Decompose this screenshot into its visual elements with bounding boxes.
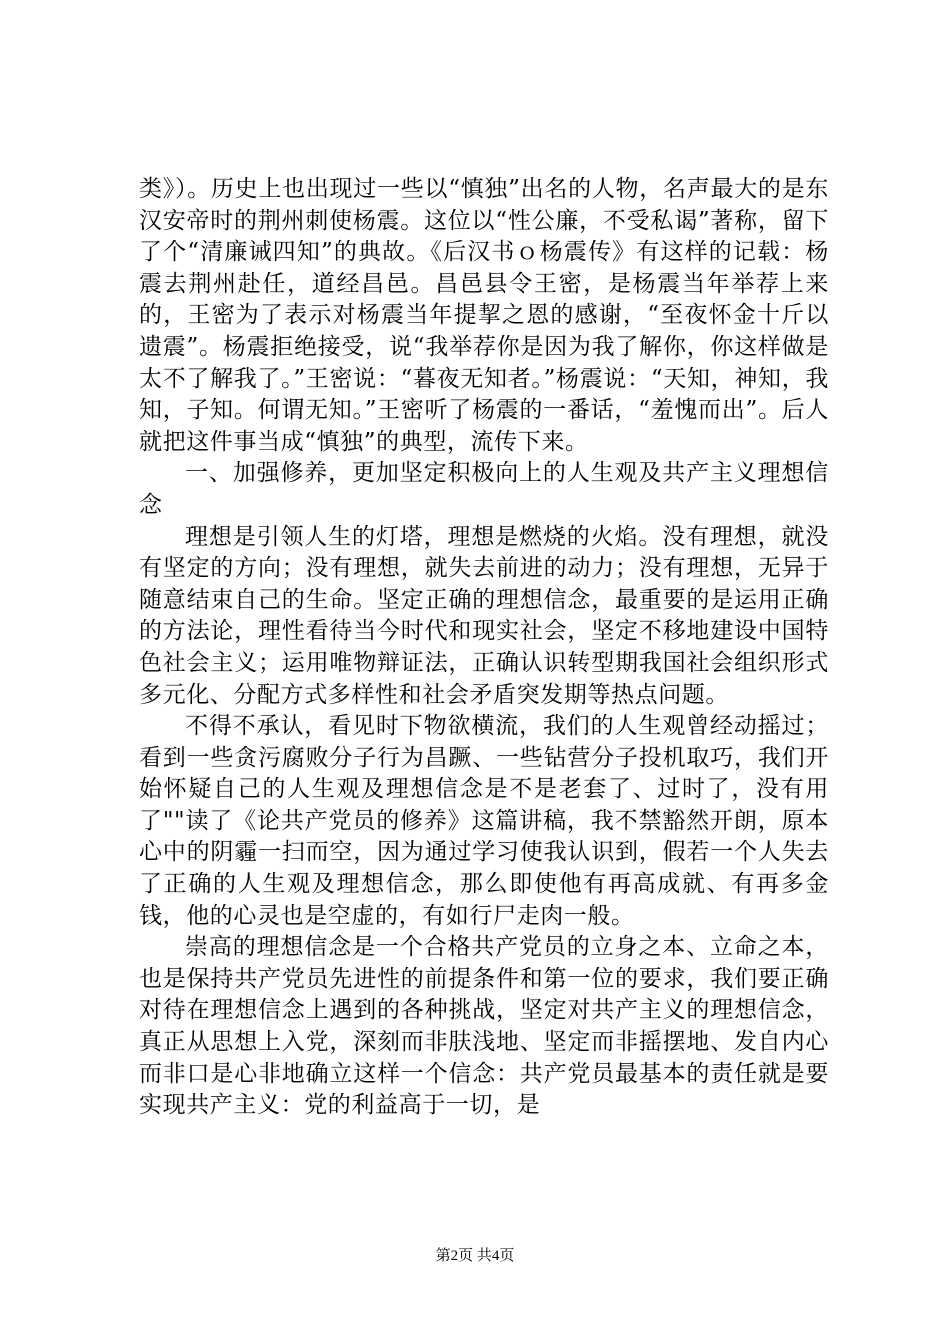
section-heading: 一、加强修养，更加坚定积极向上的人生观及共产主义理想信念 [139,460,829,518]
paragraph-4: 不得不承认，看见时下物欲横流，我们的人生观曾经动摇过；看到一些贪污腐败分子行为昌蹶、一些钻营分子投机取巧，我们开始怀疑自己的人生观及理想信念是不是老套了、过时了，没有用了""读了《论共产党员的修养》这篇讲稿，我不禁豁然开朗，原本心中的阴霾一扫而空，因为通过学习使我认识到，假若一个人失去了正确的人生观及理想信念，那么即使他有再高成就、有再多金钱，他的心灵也是空虚的，有如行尸走肉一般。 [139,713,829,929]
paragraph-3: 理想是引领人生的灯塔，理想是燃烧的火焰。没有理想，就没有坚定的方向；没有理想，就失去前进的动力；没有理想，无异于随意结束自己的生命。坚定正确的理想信念，最重要的是运用正确的方法论，理性看待当今时代和现实社会，坚定不移地建设中国特色社会主义；运用唯物辩证法，正确认识转型期我国社会组织形式多元化、分配方式多样性和社会矛盾突发期等热点问题。 [139,523,829,708]
document-body [139,174,829,1122]
paragraph-5: 崇高的理想信念是一个合格共产党员的立身之本、立命之本，也是保持共产党员先进性的前提条件和第一位的要求，我们要正确对待在理想信念上遇到的各种挑战，坚定对共产主义的理想信念，真正从思想上入党，深刻而非肤浅地、坚定而非摇摆地、发自内心而非口是心非地确立这样一个信念：共产党员最基本的责任就是要实现共产主义：党的利益高于一切，是 [139,934,829,1119]
paragraph-1: 类》）。历史上也出现过一些以“慎独”出名的人物，名声最大的是东汉安帝时的荆州刺使杨震。这位以“性公廉，不受私谒”著称，留下了个“清廉诫四知”的典故。《后汉书ｏ杨震传》有这样的记载：杨震去荆州赴任，道经昌邑。昌邑县令王密，是杨震当年举荐上来的，王密为了表示对杨震当年提挈之恩的感谢，“至夜怀金十斤以遗震”。杨震拒绝接受，说“我举荐你是因为我了解你，你这样做是太不了解我了。”王密说：“暮夜无知者。”杨震说：“天知，神知，我知，子知。何谓无知。”王密听了杨震的一番话，“羞愧而出”。后人就把这件事当成“慎独”的典型，流传下来。 [139,176,829,455]
page-number-footer: 第2页 共4页 [435,1248,515,1264]
